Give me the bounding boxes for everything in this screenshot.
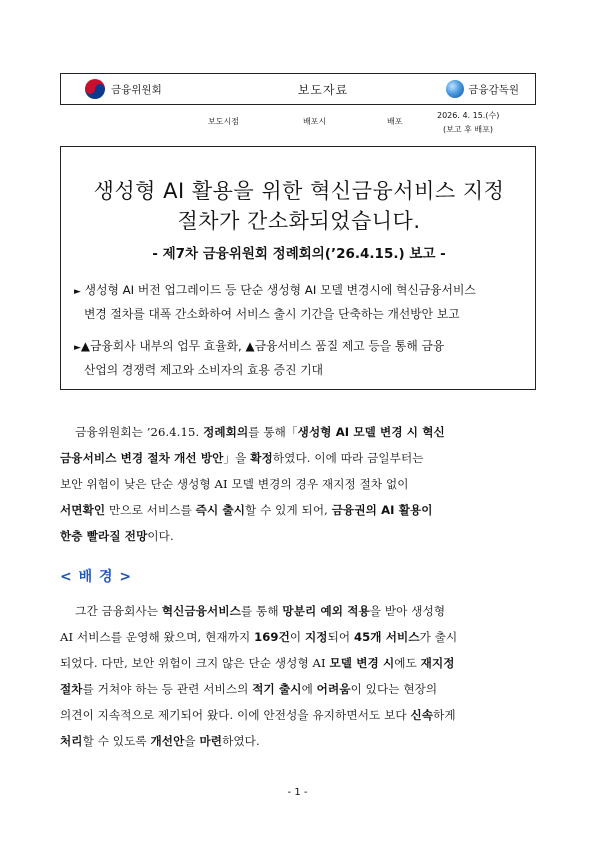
p1-text: 를 통해「 — [248, 425, 298, 439]
title-box — [60, 146, 536, 390]
page-number: - 1 - — [287, 787, 308, 798]
fss-logo-icon — [446, 80, 464, 98]
p2-bold: 169건 — [254, 630, 290, 644]
title-line-1: 생성형 AI 활용을 위한 혁신금융서비스 지정 — [93, 179, 505, 203]
summary-bullet-2 — [74, 335, 530, 381]
p1-text: 이다. — [147, 529, 174, 543]
press-release-header — [60, 73, 536, 105]
p2-text: 를 거쳐야 하는 등 관련 서비스의 — [82, 682, 253, 696]
p1-text: 하였다. 이에 따라 금일부터는 — [272, 451, 424, 465]
release-time-label: 보도시점 — [208, 117, 239, 126]
p2-bold: 모델 변경 시 — [329, 656, 395, 670]
doc-type-label: 보도자료 — [297, 82, 349, 97]
p1-text: 할 수 있게 되어, — [245, 503, 332, 517]
distribution-date: 2026. 4. 15.(수) — [437, 111, 500, 120]
lead-paragraph — [60, 419, 536, 549]
p2-text: 하였다. — [222, 734, 260, 748]
p2-bold: 어려움 — [316, 682, 351, 696]
p1-text: 금융위원회는 ’26.4.15. — [75, 425, 204, 439]
fsc-emblem-icon — [85, 79, 105, 99]
p1-bold: 서면확인 — [60, 503, 106, 517]
p2-text: 되었다. 다만, 보안 위험이 크지 않은 단순 생성형 AI — [60, 656, 330, 670]
p2-text: 하게 — [433, 708, 456, 722]
p1-bold: 금융권의 AI 활용이 — [331, 503, 433, 517]
distribution-label: 배포 — [387, 117, 403, 126]
p2-text: 할 수 있도록 — [82, 734, 151, 748]
subtitle: - 제7차 금융위원회 정례회의(’26.4.15.) 보고 - — [152, 246, 446, 262]
triangle-bullet-icon: ► — [74, 287, 81, 297]
fsc-name: 금융위원회 — [111, 83, 162, 96]
p2-bold: 적기 출시 — [252, 682, 302, 696]
p2-bold: 처리 — [60, 734, 83, 748]
p2-text: 를 통해 — [240, 604, 283, 618]
p1-line-3: 보안 위험이 낮은 단순 생성형 AI 모델 변경의 경우 재지정 절차 없이 — [60, 477, 409, 491]
background-paragraph — [60, 598, 536, 754]
p2-text: 을 받아 생성형 — [369, 604, 446, 618]
p1-text: 만으로 서비스를 — [105, 503, 196, 517]
p1-bold: 확정 — [250, 451, 273, 465]
bullet-1-line-2: 변경 절차를 대폭 간소화하여 서비스 출시 기간을 단축하는 개선방안 보고 — [84, 307, 460, 321]
fss-brand — [415, 80, 535, 98]
bullet-2-line-1b: 금융서비스 품질 제고 등을 통해 금융 — [254, 339, 445, 353]
fsc-brand — [61, 79, 231, 99]
p2-text: 이 — [289, 630, 305, 644]
p2-bold: 45개 서비스 — [353, 630, 420, 644]
p2-bold: 개선안 — [150, 734, 185, 748]
bullet-1-line-1: 생성형 AI 버전 업그레이드 등 단순 생성형 AI 모델 변경시에 혁신금융서비스 — [84, 283, 476, 297]
bullet-2-line-2: 산업의 경쟁력 제고와 소비자의 효용 증진 기대 — [84, 363, 324, 377]
release-time-value: 배포시 — [303, 117, 327, 126]
p2-bold: 절차 — [60, 682, 83, 696]
p1-text: 」을 — [223, 451, 251, 465]
p2-text: 이 있다는 현장의 — [350, 682, 438, 696]
p2-bold: 재지정 — [420, 656, 455, 670]
summary-bullet-1 — [74, 279, 530, 325]
fss-name: 금융감독원 — [468, 83, 519, 96]
p2-bold: 망분리 예외 적용 — [282, 604, 370, 618]
p2-text: 의견이 지속적으로 제기되어 왔다. 이에 안전성을 유지하면서도 보다 — [60, 708, 411, 722]
triangle-bullet-icon: ► — [74, 343, 81, 353]
p2-text: 을 — [184, 734, 200, 748]
p1-bold: 생성형 AI 모델 변경 시 혁신 — [297, 425, 445, 439]
distribution-note: (보고 후 배포) — [443, 125, 493, 134]
p1-bold: 한층 빨라질 전망 — [60, 529, 148, 543]
p1-bold: 즉시 출시 — [195, 503, 246, 517]
filled-triangle-icon: ▲ — [245, 339, 255, 353]
p2-text: 그간 금융회사는 — [75, 604, 162, 618]
p2-text: 에도 — [394, 656, 421, 670]
bullet-2-line-1a: 금융회사 내부의 업무 효율화, — [90, 339, 246, 353]
section-heading-background: < 배 경 > — [60, 569, 133, 585]
p2-bold: 혁신금융서비스 — [161, 604, 241, 618]
p2-text: AI 서비스를 운영해 왔으며, 현재까지 — [60, 630, 255, 644]
p2-text: 에 — [301, 682, 317, 696]
p2-text: 가 출시 — [419, 630, 458, 644]
p2-bold: 신속 — [410, 708, 434, 722]
p1-bold: 금융서비스 변경 절차 개선 방안 — [60, 451, 224, 465]
title-line-2: 절차가 간소화되었습니다. — [177, 209, 421, 233]
p1-bold: 정례회의 — [203, 425, 249, 439]
p2-bold: 마련 — [199, 734, 223, 748]
filled-triangle-icon: ▲ — [80, 339, 90, 353]
p2-bold: 지정 — [304, 630, 328, 644]
p2-text: 되어 — [327, 630, 354, 644]
